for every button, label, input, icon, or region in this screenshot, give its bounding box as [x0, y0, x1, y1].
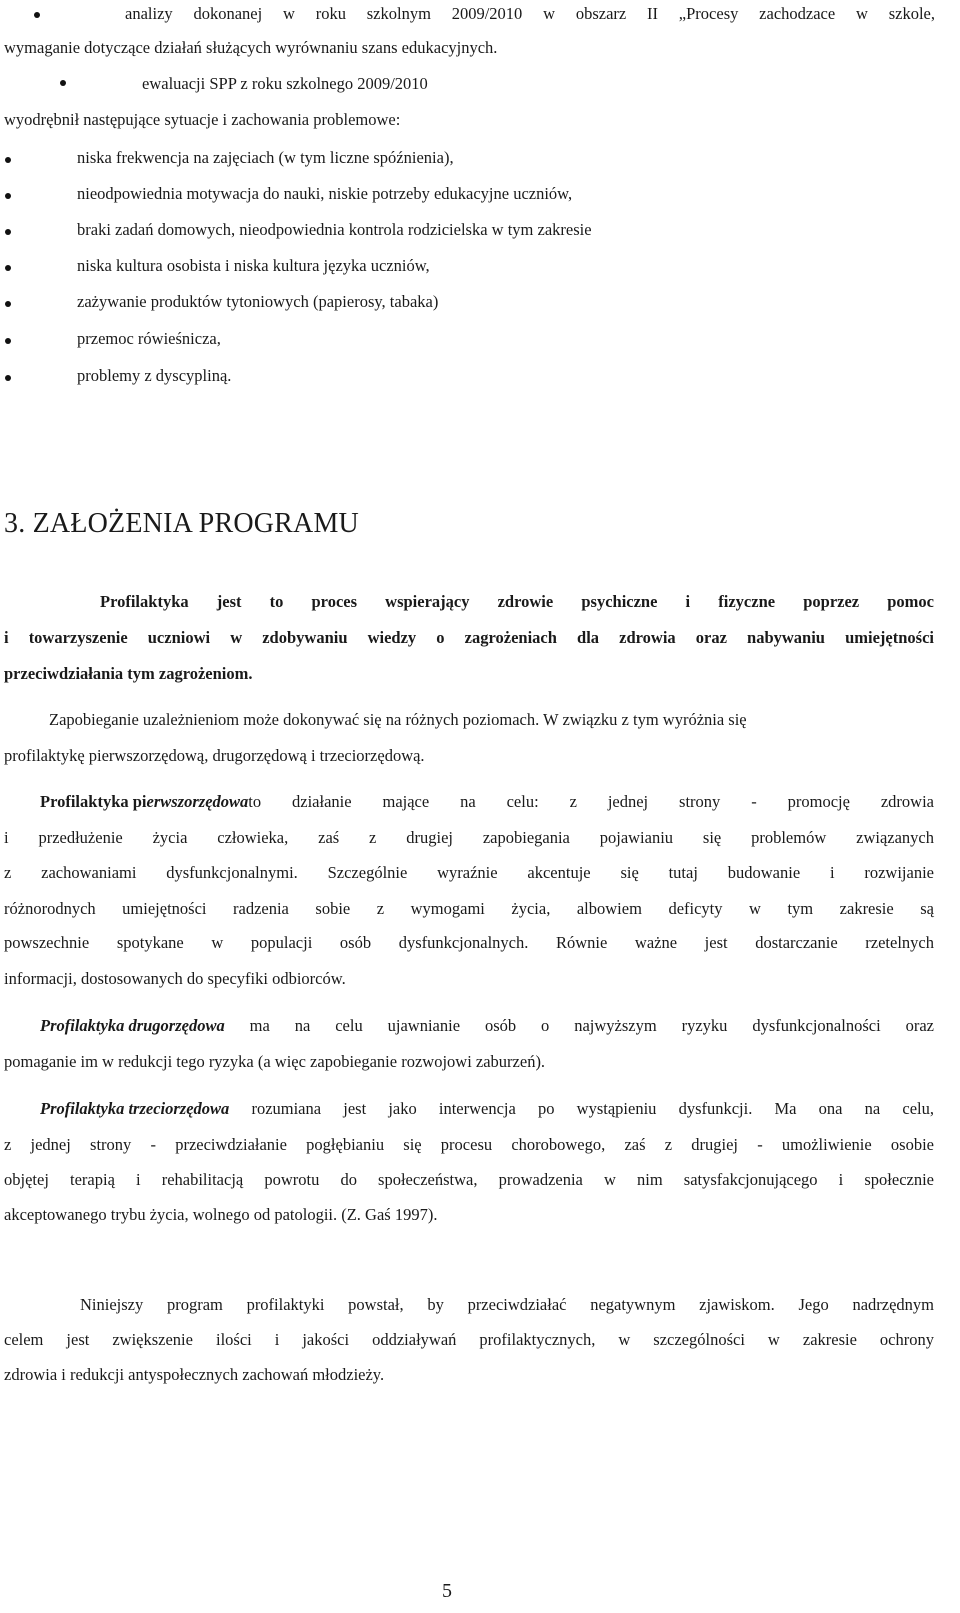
primary-term-italic: erwszorzędowa: [146, 792, 249, 811]
intro-line: wyodrębnił następujące sytuacje i zachowania problemowe:: [4, 110, 401, 129]
bullet-icon: [5, 265, 11, 271]
problem-item: braki zadań domowych, nieodpowiednia kontrola rodzicielska w tym zakresie: [77, 220, 592, 239]
problem-item: problemy z dyscypliną.: [77, 366, 232, 385]
problem-item: przemoc rówieśnicza,: [77, 329, 221, 348]
problem-item: niska kultura osobista i niska kultura języka uczniów,: [77, 256, 430, 275]
secondary-line: pomaganie im w redukcji tego ryzyka (a więc zapobieganie rozwojowi zaburzeń).: [4, 1052, 546, 1071]
page-number: 5: [442, 1580, 452, 1602]
problem-item: nieodpowiednia motywacja do nauki, niskie potrzeby edukacyjne uczniów,: [77, 184, 573, 203]
list-item-continuation: wymaganie dotyczące działań służących wyrównaniu szans edukacyjnych.: [4, 38, 498, 57]
bullet-icon: [5, 229, 11, 235]
bullet-icon: [5, 338, 11, 344]
primary-line: z zachowaniami dysfunkcjonalnymi. Szczególnie wyraźnie akcentuje się tutaj budowanie i rozwijanie: [4, 863, 934, 882]
primary-term: Profilaktyka pi: [40, 792, 147, 811]
bullet-icon: [5, 157, 11, 163]
bullet-icon: [5, 193, 11, 199]
list-item: ewaluacji SPP z roku szkolnego 2009/2010: [142, 74, 428, 93]
closing-line: celem jest zwiększenie ilości i jakości oddziaływań profilaktycznych, w szczególności w zakresie ochrony: [4, 1330, 934, 1349]
secondary-first-line: [40, 1014, 934, 1038]
closing-line: Niniejszy program profilaktyki powstał, by przeciwdziałać negatywnym zjawiskom. Jego nadrzędnym: [80, 1295, 934, 1314]
tertiary-text: rozumiana jest jako interwencja po wystąpieniu dysfunkcji. Ma ona na celu,: [229, 1099, 934, 1118]
tertiary-term: Profilaktyka trzeciorzędowa: [40, 1099, 230, 1118]
primary-line: różnorodnych umiejętności radzenia sobie z wymogami życia, albowiem deficyty w tym zakresie są: [4, 899, 934, 918]
primary-line: powszechnie spotykane w populacji osób dysfunkcjonalnych. Równie ważne jest dostarczanie rzetelnych: [4, 933, 934, 952]
tertiary-line: akceptowanego trybu życia, wolnego od patologii. (Z. Gaś 1997).: [4, 1205, 438, 1224]
primary-first-line: [40, 790, 934, 814]
definition-line: i towarzyszenie uczniowi w zdobywaniu wiedzy o zagrożeniach dla zdrowia oraz nabywaniu umiejętności: [4, 628, 934, 647]
tertiary-line: objętej terapią i rehabilitacją powrotu do społeczeństwa, prowadzenia w nim satysfakcjonującego i społecznie: [4, 1170, 934, 1189]
primary-text: to działanie mające na celu: z jednej strony - promocję zdrowia: [248, 792, 934, 811]
definition-line: Profilaktyka jest to proces wspierający zdrowie psychiczne i fizyczne poprzez pomoc: [100, 592, 934, 611]
closing-line: zdrowia i redukcji antyspołecznych zachowań młodzieży.: [4, 1365, 385, 1384]
primary-line: informacji, dostosowanych do specyfiki odbiorców.: [4, 969, 346, 988]
secondary-term: Profilaktyka drugorzędowa: [40, 1016, 225, 1035]
secondary-text: ma na celu ujawnianie osób o najwyższym ryzyku dysfunkcjonalności oraz: [224, 1016, 934, 1035]
bullet-icon: [5, 301, 11, 307]
tertiary-first-line: [40, 1097, 934, 1121]
levels-line: Zapobieganie uzależnieniom może dokonywać się na różnych poziomach. W związku z tym wyróżnia się: [49, 710, 747, 729]
bullet-icon: [34, 12, 40, 18]
levels-line: profilaktykę pierwszorzędową, drugorzędową i trzeciorzędową.: [4, 746, 425, 765]
list-item: analizy dokonanej w roku szkolnym 2009/2010 w obszarz II „Procesy zachodzace w szkole,: [125, 4, 935, 23]
bullet-icon: [5, 375, 11, 381]
primary-line: i przedłużenie życia człowieka, zaś z drugiej zapobiegania pojawianiu się problemów związanych: [4, 828, 934, 847]
definition-line: przeciwdziałania tym zagrożeniom.: [4, 664, 253, 683]
problem-item: niska frekwencja na zajęciach (w tym liczne spóźnienia),: [77, 148, 454, 167]
tertiary-line: z jednej strony - przeciwdziałanie pogłębianiu się procesu chorobowego, zaś z drugiej - umożliwienie osobie: [4, 1135, 934, 1154]
bullet-icon: [60, 80, 66, 86]
section-heading: 3. ZAŁOŻENIA PROGRAMU: [4, 508, 359, 539]
problem-item: zażywanie produktów tytoniowych (papierosy, tabaka): [77, 292, 439, 311]
